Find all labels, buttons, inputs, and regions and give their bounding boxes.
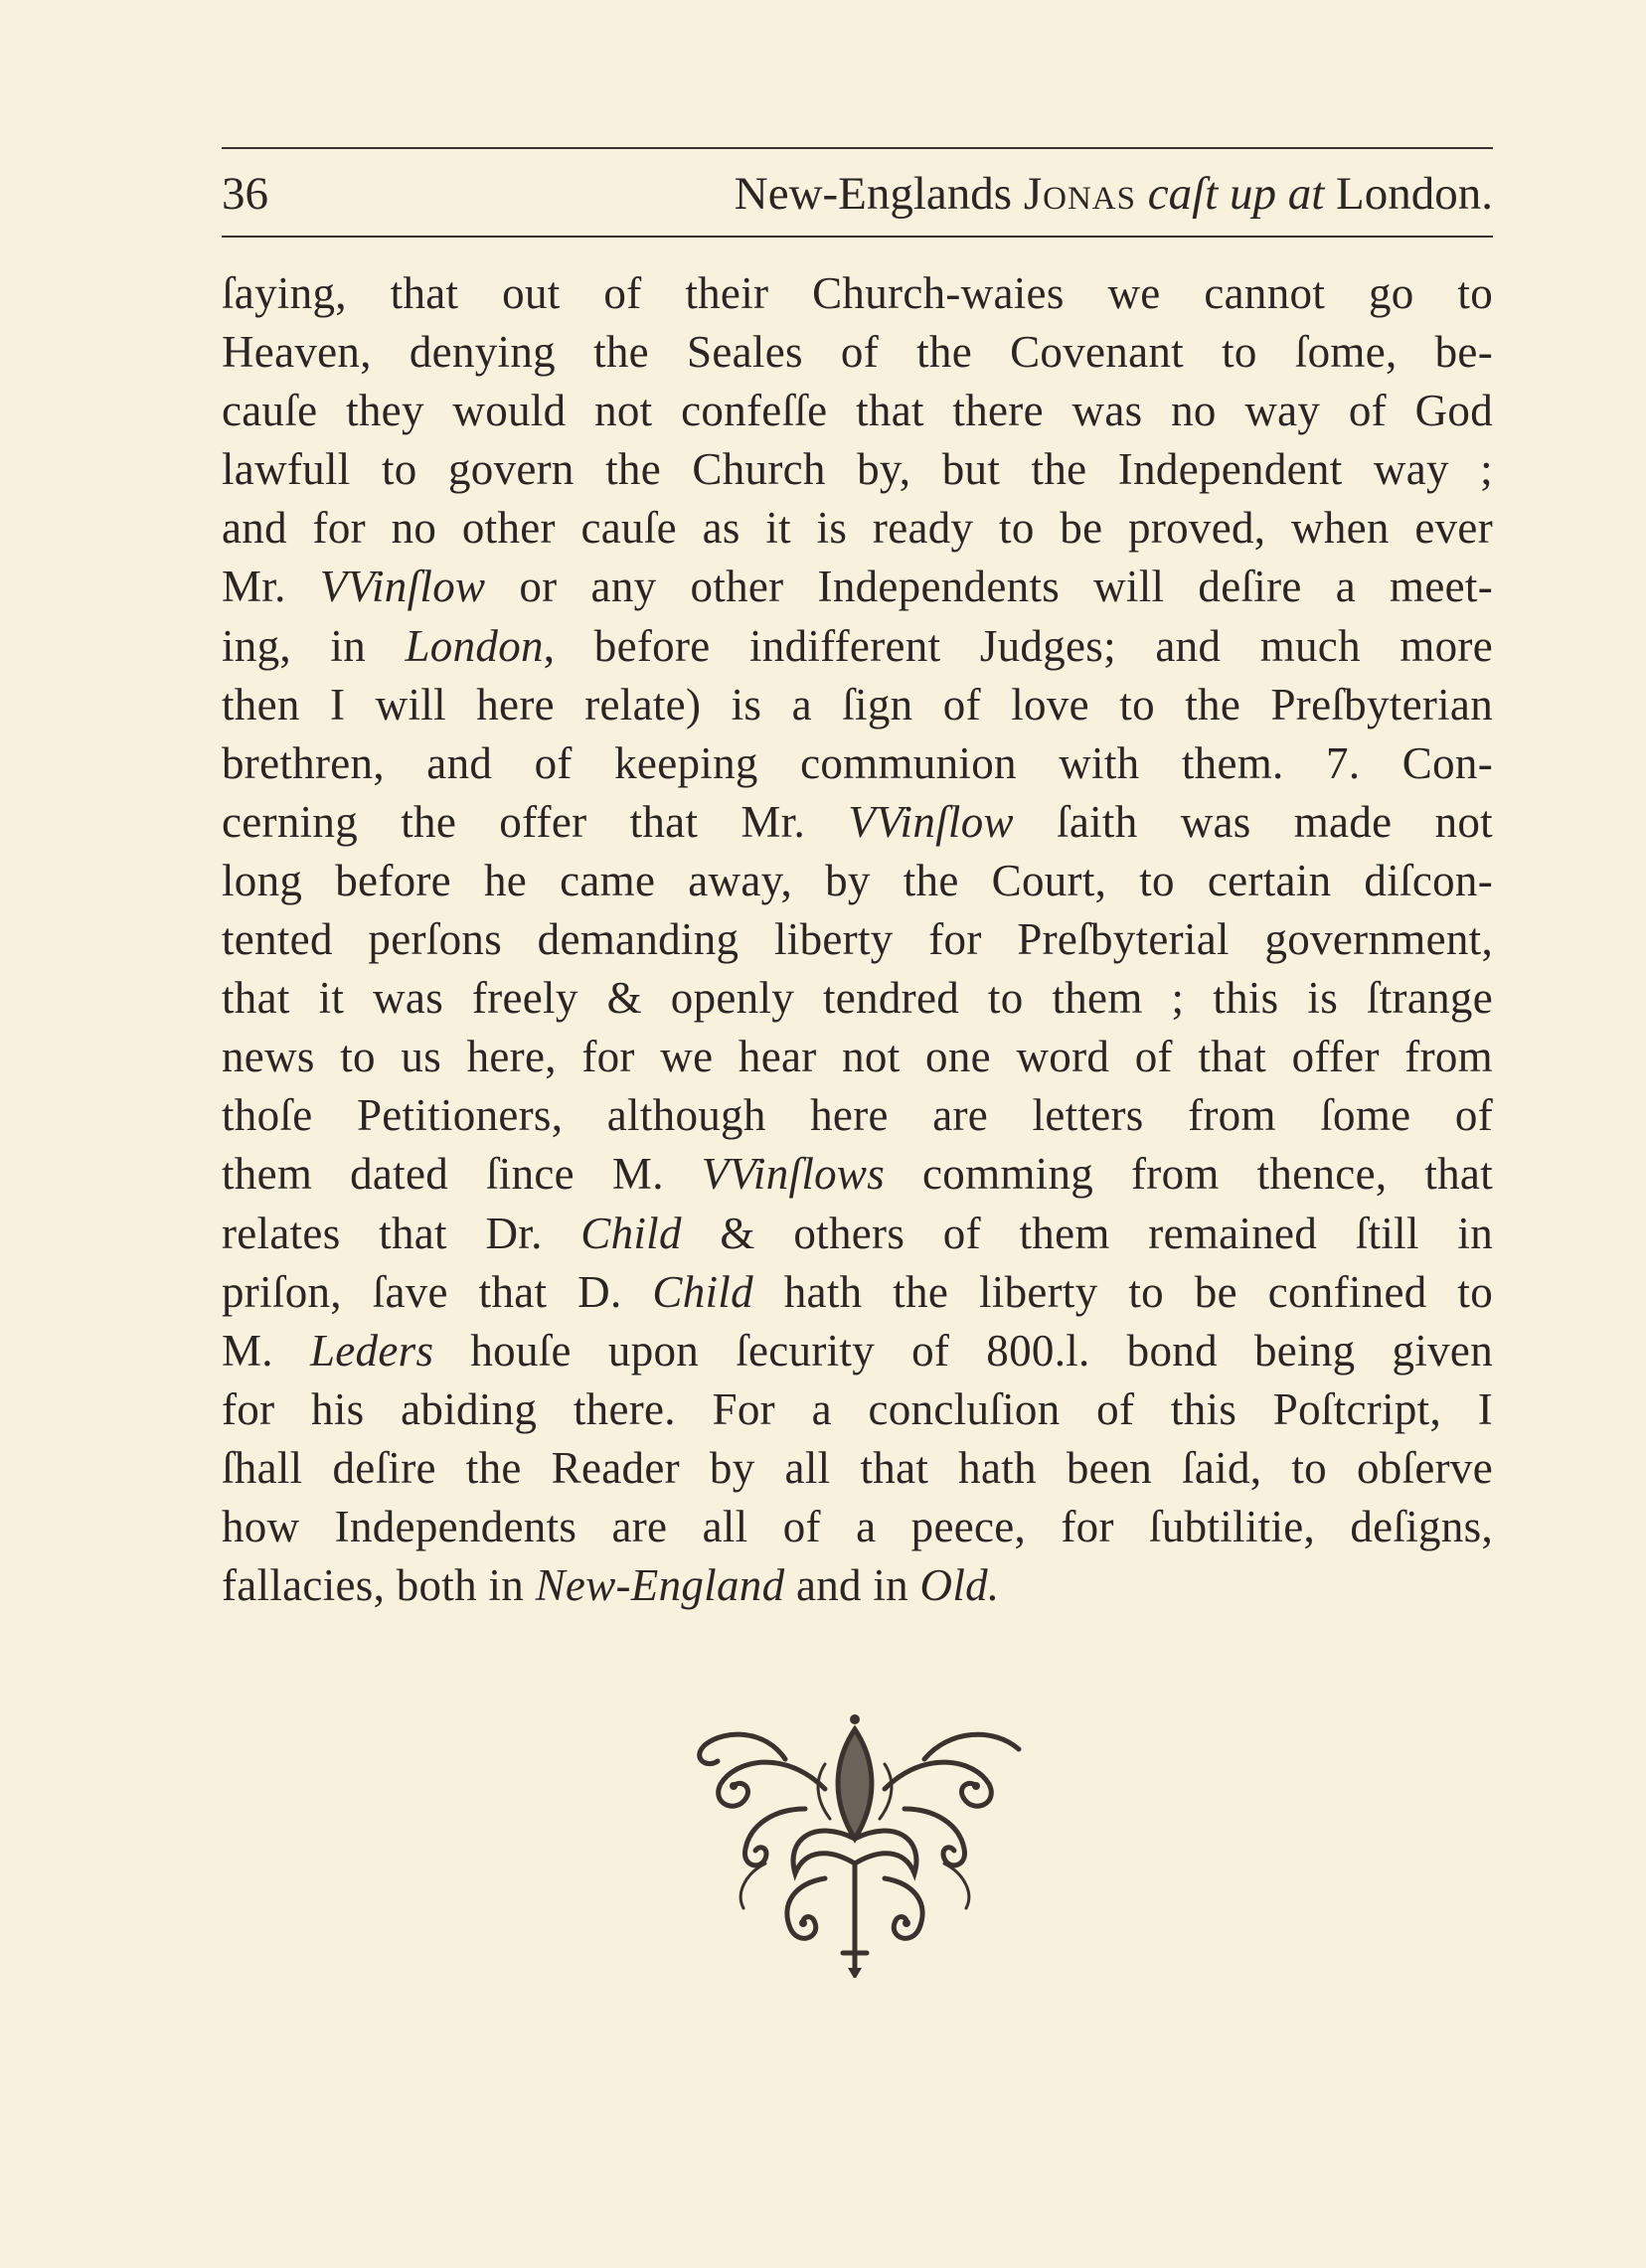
italic-text-segment: VVinſlow: [319, 562, 486, 612]
text-line: [222, 969, 1493, 1028]
text-segment: houſe upon ſecurity of 800.l. bond being given: [433, 1325, 1493, 1376]
italic-text-segment: Child: [652, 1266, 753, 1317]
text-segment: , before indifferent Judges; and much more: [543, 620, 1493, 671]
text-segment: them dated ſince M.: [222, 1149, 702, 1200]
text-segment: ſhall deſire the Reader by all that hath been ſaid, to obſerve: [222, 1442, 1493, 1493]
text-segment: fallacies, both in: [222, 1560, 536, 1611]
page-number: 36: [222, 168, 268, 220]
text-segment: lawfull to govern the Church by, but the Independent way ;: [222, 444, 1493, 495]
running-head: [222, 159, 1493, 229]
text-segment: Heaven, denying the Seales of the Covenant to ſome, be-: [222, 327, 1493, 378]
header-top-rule: [222, 147, 1493, 149]
text-segment: ſaying, that out of their Church-waies we cannot go to: [222, 268, 1493, 318]
text-segment: how Independents are all of a peece, for ſubtilitie, deſigns,: [222, 1501, 1493, 1551]
text-segment: for his abiding there. For a concluſion of this Poſtcript, I: [222, 1383, 1493, 1434]
text-segment: M.: [222, 1325, 310, 1376]
text-segment: & others of them remained ſtill in: [681, 1208, 1494, 1258]
text-line: [222, 382, 1493, 440]
text-segment: comming from thence, that: [885, 1149, 1494, 1200]
body-text: [222, 264, 1493, 1615]
text-line: [222, 617, 1493, 676]
running-title-part-1: New-Englands: [734, 168, 1013, 220]
text-line: [222, 1263, 1493, 1322]
text-segment: long before he came away, by the Court, to certain diſcon-: [222, 855, 1493, 905]
running-title-part-2: Jonas: [1023, 168, 1136, 220]
text-segment: and in: [784, 1560, 920, 1611]
text-segment: brethren, and of keeping communion with them. 7. Con-: [222, 737, 1493, 788]
text-line: [222, 1439, 1493, 1498]
header-bottom-rule: [222, 236, 1493, 238]
text-line: [222, 852, 1493, 910]
text-segment: or any other Independents will deſire a meet-: [485, 562, 1493, 612]
text-segment: that it was freely & openly tendred to them ; this is ſtrange: [222, 973, 1493, 1024]
text-segment: news to us here, for we hear not one word of that offer from: [222, 1032, 1493, 1082]
fleuron-ornament-icon: [666, 1690, 1044, 1978]
running-title: [735, 159, 1493, 229]
text-line: [222, 676, 1493, 734]
italic-text-segment: London: [405, 620, 544, 671]
text-line: [222, 499, 1493, 558]
text-segment: tented perſons demanding liberty for Preſbyterial government,: [222, 914, 1493, 965]
text-segment: Mr.: [222, 562, 320, 612]
italic-text-segment: Leders: [309, 1325, 434, 1376]
text-line: [222, 910, 1493, 969]
text-segment: then I will here relate) is a ſign of love to the Preſbyterian: [222, 679, 1493, 729]
text-segment: ing, in: [222, 620, 406, 671]
text-line: [222, 1498, 1493, 1556]
text-line: [222, 793, 1493, 852]
text-line: [222, 1322, 1493, 1380]
italic-text-segment: Old.: [919, 1560, 1000, 1611]
running-title-part-4: London.: [1336, 168, 1493, 220]
text-segment: and for no other cauſe as it is ready to be proved, when ever: [222, 503, 1493, 554]
text-segment: ſaith was made not: [1013, 796, 1493, 847]
text-segment: thoſe Petitioners, although here are letters from ſome of: [222, 1090, 1493, 1141]
text-segment: cerning the offer that Mr.: [222, 796, 849, 847]
text-line: [222, 1028, 1493, 1086]
italic-text-segment: Child: [580, 1208, 682, 1258]
text-line: [222, 440, 1493, 499]
italic-text-segment: VVinſlow: [848, 796, 1014, 847]
text-segment: cauſe they would not confeſſe that there was no way of God: [222, 386, 1493, 436]
text-line: [222, 264, 1493, 323]
text-segment: relates that Dr.: [222, 1208, 581, 1258]
text-line: [222, 1205, 1493, 1263]
text-line: [222, 1086, 1493, 1145]
text-segment: priſon, ſave that D.: [222, 1266, 653, 1317]
text-line: [222, 558, 1493, 616]
text-line: [222, 1556, 1493, 1615]
text-line: [222, 1380, 1493, 1439]
running-title-part-3: caſt up at: [1147, 168, 1325, 220]
text-line: [222, 734, 1493, 793]
text-line: [222, 323, 1493, 382]
italic-text-segment: VVinſlows: [701, 1149, 886, 1200]
italic-text-segment: New-England: [535, 1560, 785, 1611]
text-segment: hath the liberty to be confined to: [752, 1266, 1493, 1317]
text-line: [222, 1145, 1493, 1204]
